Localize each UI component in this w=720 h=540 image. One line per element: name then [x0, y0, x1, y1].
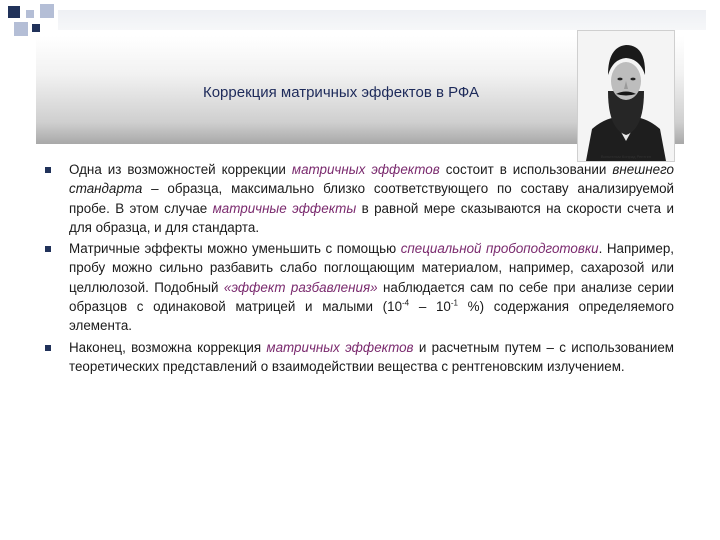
- portrait-caption: Вильгельм Конрад Рентген: [600, 154, 652, 159]
- text-span: – 10: [409, 299, 451, 315]
- italic-term: внешнего стандарта: [69, 162, 674, 197]
- highlight-term: матричные эффекты: [212, 200, 357, 216]
- text-span: и расчетным путем – с использованием теоретических представлений о взаимодействии вещества с рентгеновским излучением.: [69, 339, 674, 374]
- highlight-term: специальной пробоподготовки: [400, 241, 599, 257]
- bullet-square-icon: [45, 167, 51, 173]
- text-span: . Например, пробу можно сильно разбавить слабо поглощающим материалом, например, сахарозой или целлюлозой. Подобный: [69, 241, 675, 295]
- text-span: Наконец, возможна коррекция: [69, 339, 267, 355]
- decor-square: [26, 10, 34, 18]
- text-span: состоит в использовании: [439, 162, 613, 177]
- bullet-item: [38, 338, 674, 377]
- highlight-term: матричных эффектов: [266, 339, 414, 355]
- bullet-square-icon: [45, 345, 51, 351]
- text-span: %) содержания определяемого элемента.: [69, 299, 674, 334]
- roentgen-portrait-icon: [578, 31, 674, 161]
- bullet-square-icon: [45, 246, 51, 252]
- bullet-item: [38, 239, 674, 335]
- decor-square: [14, 22, 28, 36]
- superscript: -4: [402, 298, 410, 308]
- text-span: – образца, максимально близко соответствующего по составу анализируемой пробе. В этом случае: [69, 181, 674, 216]
- portrait-image: [577, 30, 675, 162]
- text-span: Одна из возможностей коррекции: [69, 162, 292, 177]
- bullet-list: [38, 160, 674, 376]
- superscript: -1: [450, 298, 458, 308]
- text-span: Матричные эффекты можно уменьшить с помощью: [69, 241, 401, 257]
- text-span: в равной мере сказываются на скорости счета и для образца, и для стандарта.: [69, 200, 674, 235]
- decor-square: [8, 6, 20, 18]
- slide-title: Коррекция матричных эффектов в РФА: [202, 84, 480, 101]
- highlight-term: «эффект разбавления»: [223, 279, 378, 295]
- decor-stripe: [58, 10, 706, 30]
- decor-square: [32, 24, 40, 32]
- decor-square: [40, 4, 54, 18]
- bullet-item: [38, 160, 674, 237]
- highlight-term: матричных эффектов: [291, 162, 440, 177]
- text-span: наблюдается сам по себе при анализе серии образцов с одинаковой матрицей и малыми (10: [69, 279, 674, 315]
